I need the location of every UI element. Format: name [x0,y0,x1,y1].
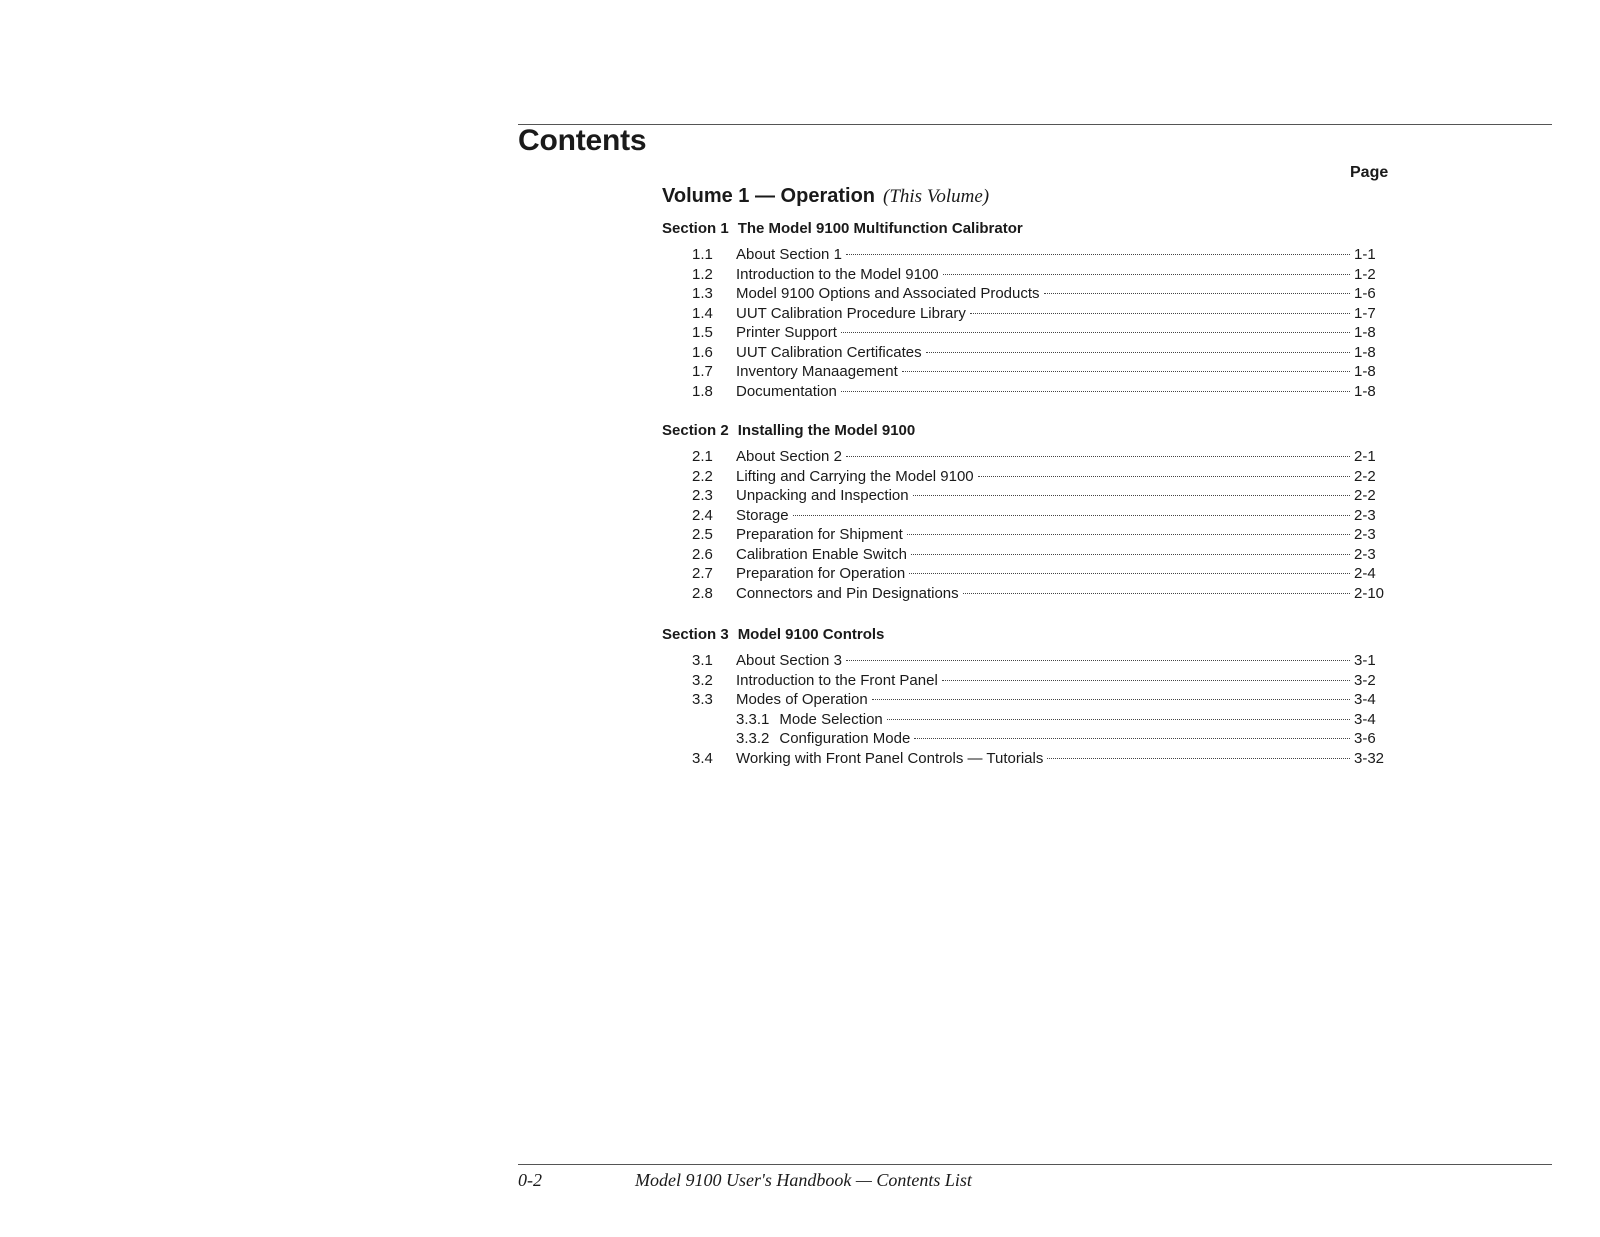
dot-leader [902,371,1350,372]
entry-title-cell [736,651,842,671]
dot-leader [963,593,1350,594]
entry-title: About Section 1 [736,246,842,263]
dot-leader [872,699,1350,700]
toc-entry [662,304,1392,324]
dot-leader [942,680,1350,681]
entry-title-cell [736,304,966,324]
entry-page: 1-8 [1354,343,1376,361]
section-title: Installing the Model 9100 [737,422,916,439]
entry-number: 3.3 [692,691,713,708]
toc-entry [662,671,1392,691]
toc-entry [662,525,1392,545]
entry-page: 3-4 [1354,710,1376,728]
entry-number: 2.5 [692,526,713,543]
entry-page: 3-4 [1354,691,1376,708]
entry-page: 2-4 [1354,565,1376,582]
section-title: Model 9100 Controls [737,626,885,643]
entry-page: 1-8 [1354,324,1376,341]
toc-entry [662,545,1392,565]
entry-number: 1.5 [692,324,713,341]
entry-title-cell [736,525,903,545]
entry-number: 1.4 [692,304,713,322]
section-2 [662,419,1392,603]
entry-title-cell [736,382,837,402]
section-number: Section 2 [662,422,729,439]
section-heading [662,217,1392,241]
toc-entry [662,323,1392,343]
section-1 [662,217,1392,401]
toc-entry [662,506,1392,526]
dot-leader [914,738,1350,739]
toc-entry [662,265,1392,285]
entry-page: 2-10 [1354,584,1385,602]
entry-title: Documentation [736,382,837,400]
dot-leader [1047,758,1350,759]
entry-title-cell [736,265,939,285]
entry-page: 1-8 [1354,382,1376,400]
entry-title-cell [736,564,905,584]
entry-number: 1.7 [692,363,713,380]
entry-title: Inventory Manaagement [736,363,898,380]
entry-page: 2-3 [1354,506,1376,524]
footer-page-number: 0-2 [518,1170,542,1190]
toc-subentry [662,729,1392,749]
entry-title-cell [736,323,837,343]
entry-title-cell [736,467,974,487]
dot-leader [1044,293,1350,294]
entry-title-cell [736,749,1043,769]
dot-leader [887,719,1350,720]
entry-page: 3-32 [1354,749,1385,767]
entry-title: Introduction to the Front Panel [736,671,938,689]
toc-entry [662,447,1392,467]
entry-number: 3.1 [692,652,713,669]
toc-entry [662,362,1392,382]
dot-leader [841,332,1350,333]
dot-leader [841,391,1350,392]
page-column-label: Page [1350,164,1389,181]
entry-subnumber: 3.3.1 [736,710,770,728]
toc-subentry [662,710,1392,730]
entry-page: 2-1 [1354,448,1376,465]
entry-title-cell [736,362,898,382]
dot-leader [846,456,1350,457]
entry-number: 3.4 [692,749,713,767]
entry-page: 2-2 [1354,487,1376,504]
toc-entry [662,651,1392,671]
entry-page: 2-2 [1354,467,1376,485]
entry-title-cell [736,671,938,691]
entry-title: Calibration Enable Switch [736,545,907,563]
bottom-rule [518,1164,1552,1165]
dot-leader [846,660,1350,661]
section-3 [662,623,1392,768]
entry-title: Configuration Mode [779,730,911,747]
entry-title: Preparation for Operation [736,565,906,582]
entry-title: Storage [736,506,789,524]
entry-number: 1.6 [692,343,713,361]
dot-leader [846,254,1350,255]
entry-number: 2.4 [692,506,713,524]
dot-leader [970,313,1350,314]
section-entries [662,245,1392,401]
entry-title-cell [736,729,910,749]
section-title: The Model 9100 Multifunction Calibrator [737,220,1023,237]
entry-subnumber: 3.3.2 [736,730,770,747]
entry-title: Unpacking and Inspection [736,487,909,504]
entry-number: 1.2 [692,265,713,283]
dot-leader [913,495,1350,496]
entry-title: Preparation for Shipment [736,526,903,543]
entry-page: 3-1 [1354,652,1376,669]
entry-page: 1-6 [1354,285,1376,302]
entry-page: 1-7 [1354,304,1376,322]
entry-number: 2.8 [692,584,713,602]
entry-title: Introduction to the Model 9100 [736,265,939,283]
toc-entry [662,486,1392,506]
entry-title: Working with Front Panel Controls — Tutorials [736,749,1044,767]
entry-title-cell [736,584,959,604]
toc-entry [662,245,1392,265]
dot-leader [793,515,1350,516]
volume-note: (This Volume) [883,186,990,207]
entry-page: 1-2 [1354,265,1376,283]
dot-leader [911,554,1350,555]
page-title: Contents [518,124,647,157]
dot-leader [907,534,1350,535]
section-entries [662,447,1392,603]
footer-title: Model 9100 User's Handbook — Contents List [635,1170,972,1190]
top-rule [518,124,1552,125]
entry-page: 2-3 [1354,545,1376,563]
entry-number: 1.1 [692,246,713,263]
entry-title-cell [736,284,1040,304]
entry-title-cell [736,545,907,565]
entry-title-cell [736,690,868,710]
entry-title: About Section 2 [736,448,842,465]
entry-title: About Section 3 [736,652,842,669]
entry-number: 1.8 [692,382,713,400]
entry-page: 2-3 [1354,526,1376,543]
entry-title: Connectors and Pin Designations [736,584,959,602]
section-heading [662,623,1392,647]
section-heading [662,419,1392,443]
toc-entry [662,690,1392,710]
dot-leader [909,573,1350,574]
toc-entry [662,749,1392,769]
entry-number: 2.1 [692,448,713,465]
entry-title: Printer Support [736,324,837,341]
volume-title: Volume 1 — Operation [662,185,875,207]
entry-number: 3.2 [692,671,713,689]
entry-number: 2.7 [692,565,713,582]
dot-leader [943,274,1350,275]
entry-title-cell [736,486,909,506]
toc-entry [662,382,1392,402]
entry-title: UUT Calibration Procedure Library [736,304,966,322]
entry-title: Lifting and Carrying the Model 9100 [736,467,974,485]
entry-title-cell [736,343,922,363]
dot-leader [926,352,1350,353]
toc-entry [662,343,1392,363]
toc-entry [662,564,1392,584]
entry-page: 3-6 [1354,730,1376,747]
entry-page: 1-1 [1354,246,1376,263]
section-entries [662,651,1392,768]
dot-leader [978,476,1350,477]
volume-heading [662,185,989,208]
toc-entry [662,284,1392,304]
entry-title-cell [736,506,789,526]
toc-entry [662,584,1392,604]
entry-title: UUT Calibration Certificates [736,343,922,361]
entry-title-cell [736,245,842,265]
entry-number: 1.3 [692,285,713,302]
entry-title: Modes of Operation [736,691,868,708]
toc-entry [662,467,1392,487]
section-number: Section 3 [662,626,729,643]
entry-page: 1-8 [1354,363,1376,380]
entry-title-cell [736,447,842,467]
entry-number: 2.2 [692,467,713,485]
section-number: Section 1 [662,220,729,237]
entry-title: Model 9100 Options and Associated Products [736,285,1040,302]
entry-number: 2.3 [692,487,713,504]
entry-number: 2.6 [692,545,713,563]
entry-page: 3-2 [1354,671,1376,689]
entry-title-cell [736,710,883,730]
entry-title: Mode Selection [779,710,883,728]
